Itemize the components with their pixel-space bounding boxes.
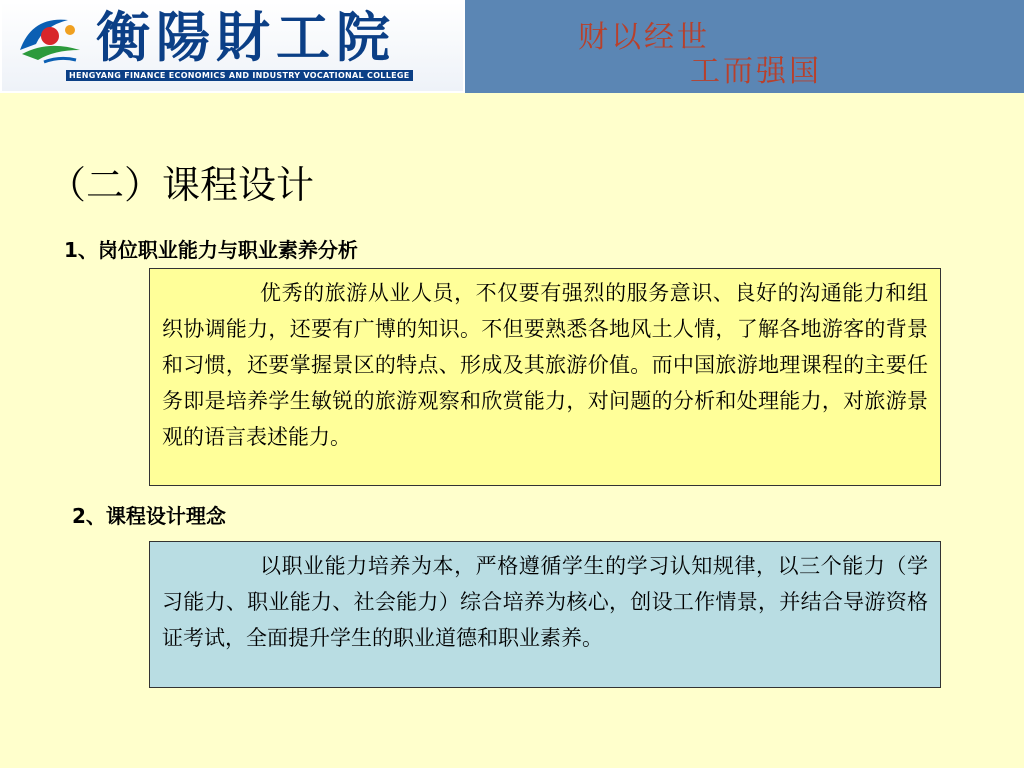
section-2-text-box: [149, 541, 941, 688]
section-1-text: 优秀的旅游从业人员，不仅要有强烈的服务意识、良好的沟通能力和组织协调能力，还要有广博的知识。不但要熟悉各地风土人情，了解各地游客的背景和习惯，还要掌握景区的特点、形成及其旅游价值。而中国旅游地理课程的主要任务即是培养学生敏锐的旅游观察和欣赏能力，对问题的分析和处理能力，对旅游景观的语言表述能力。: [162, 281, 928, 449]
header-banner: [0, 0, 1024, 93]
college-name-english: HENGYANG FINANCE ECONOMICS AND INDUSTRY VOCATIONAL COLLEGE: [66, 70, 413, 81]
section-1-text-box: [149, 268, 941, 486]
college-logo-icon: [14, 10, 88, 68]
motto-line-1: 财以经世: [578, 20, 710, 55]
section-2-text: 以职业能力培养为本，严格遵循学生的学习认知规律，以三个能力（学习能力、职业能力、社会能力）综合培养为核心，创设工作情景，并结合导游资格证考试，全面提升学生的职业道德和职业素养。: [162, 554, 928, 650]
college-logo-panel: [0, 0, 465, 93]
section-1-heading: 1、岗位职业能力与职业素养分析: [64, 238, 358, 262]
motto-line-2: 工而强国: [690, 54, 822, 89]
college-name: 衡陽財工院: [96, 5, 396, 69]
section-2-heading: 2、课程设计理念: [72, 504, 226, 528]
slide-title: （二）课程设计: [48, 163, 315, 207]
